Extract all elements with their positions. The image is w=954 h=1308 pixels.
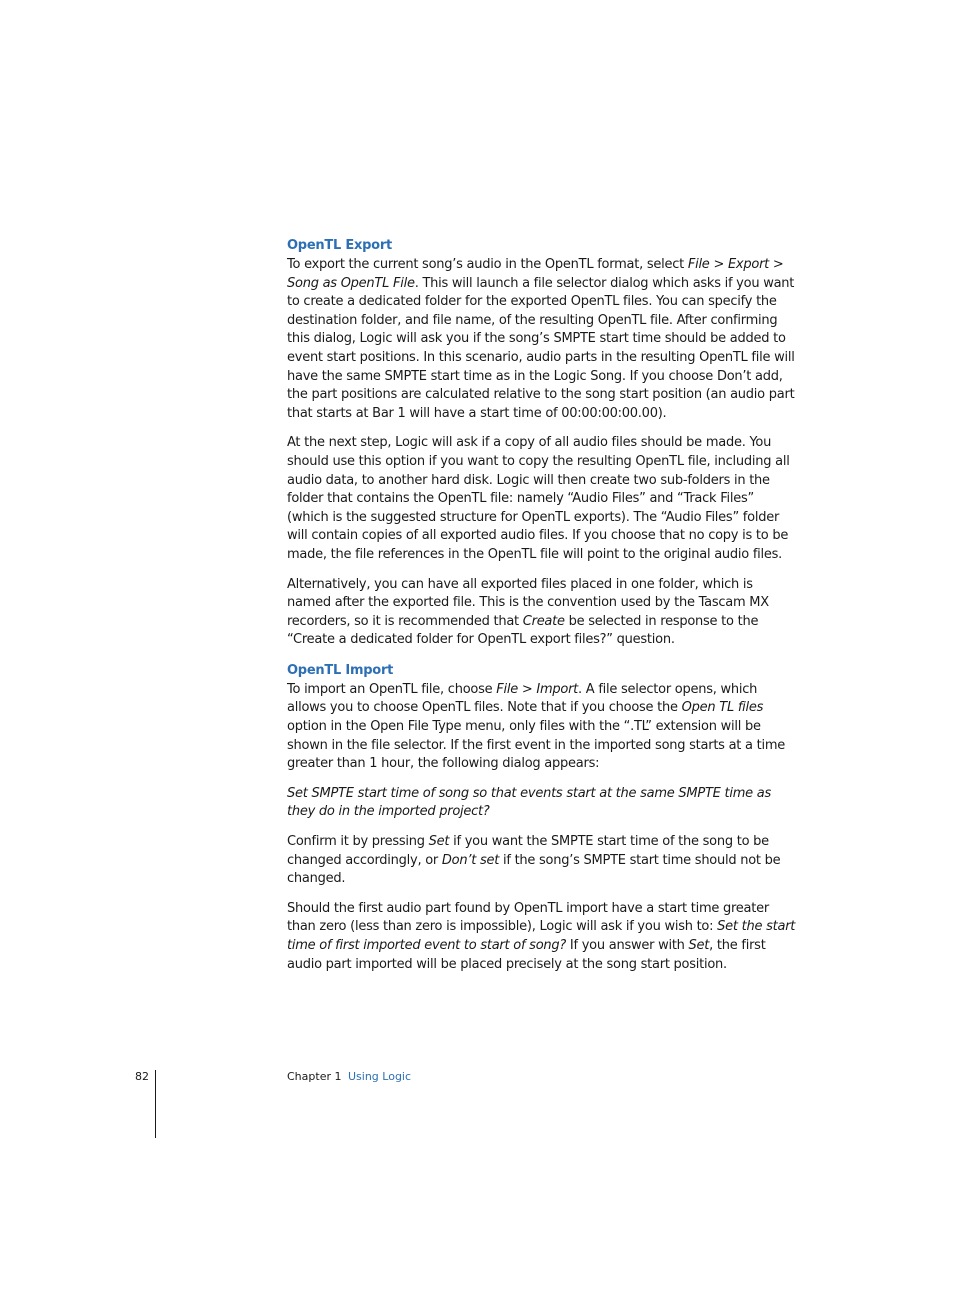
option-text: Set	[428, 834, 450, 850]
section-heading-import: OpenTL Import	[287, 662, 394, 678]
menu-path-text: File > Import	[496, 681, 579, 697]
page-body	[287, 236, 797, 985]
option-text: Don’t set	[441, 852, 500, 868]
text-run: , the first audio part imported will be placed precisely at the song start position.	[287, 938, 766, 972]
text-run: Alternatively, you can have all exported files placed in one folder, which is named after the exported file. This is the convention used by the Tascam MX recorders, so it is recommended that	[287, 576, 769, 629]
text-run: Confirm it by pressing	[287, 834, 429, 850]
paragraph-export-1	[287, 256, 797, 423]
paragraph-export-2: At the next step, Logic will ask if a copy of all audio files should be made. You should use this option if you want to copy the resulting OpenTL file, including all audio data, to another hard disk. Logic will then create two sub-folders in the folder that contains the OpenTL file: namely “Audio Files” and “Track Files” (which is the suggested structure for OpenTL exports). The “Audio Files” folder will contain copies of all exported audio files. If you choose that no copy is to be made, the file references in the OpenTL file will point to the original audio files.	[287, 435, 790, 562]
text-run: To import an OpenTL file, choose	[287, 681, 497, 697]
option-text: Create	[522, 613, 565, 629]
footer-divider	[155, 1070, 156, 1138]
paragraph-import-4	[287, 900, 797, 974]
text-run: . A file selector opens, which allows you to choose OpenTL files. Note that if you choose the	[287, 681, 758, 716]
paragraph-import-3	[287, 833, 797, 889]
text-run: if you want the SMPTE start time of the song to be changed accordingly, or	[287, 834, 769, 868]
text-run: option in the Open File Type menu, only files with the “.TL” extension will be shown in the file selector. If the first event in the imported song starts at a time greater than 1 hour, the following dialog appears:	[287, 719, 786, 772]
paragraph-export-3	[287, 576, 797, 650]
paragraph-import-1	[287, 681, 797, 774]
dialog-quote: Set SMPTE start time of song so that events start at the same SMPTE time as they do in the imported project?	[287, 785, 772, 820]
footer-chapter-title: Using Logic	[348, 1070, 412, 1083]
page-number: 82	[135, 1070, 149, 1083]
text-run: Should the first audio part found by OpenTL import have a start time greater than zero (less than zero is impossible), Logic will ask if you wish to:	[287, 900, 769, 935]
text-run: To export the current song’s audio in the OpenTL format, select	[287, 257, 688, 272]
section-heading-export: OpenTL Export	[287, 238, 392, 253]
text-run: . This will launch a file selector dialog which asks if you want to create a dedicated folder for the exported OpenTL files. You can specify the destination folder, and file name, of the resulting OpenTL file. After confirming this dialog, Logic will ask you if the song’s SMPTE start time should be added to event start positions. In this scenario, audio parts in the resulting OpenTL file will have the same SMPTE start time as in the Logic Song. If you choose Don’t add, the part positions are calculated relative to the song start position (an audio part that starts at Bar 1 will have a start time of 00:00:00:00.00).	[287, 275, 795, 421]
text-run: if the song’s SMPTE start time should not be changed.	[287, 852, 781, 887]
text-run: If you answer with	[566, 938, 689, 953]
text-run: be selected in response to the “Create a dedicated folder for OpenTL export files?” question.	[287, 613, 759, 648]
option-text: Open TL files	[681, 700, 764, 716]
dialog-prompt-text: Set the start time of first imported event to start of song?	[287, 919, 796, 953]
menu-path-text: File > Export > Song as OpenTL File	[287, 257, 784, 291]
footer-chapter: Chapter 1	[287, 1070, 342, 1083]
option-text: Set	[688, 938, 710, 953]
